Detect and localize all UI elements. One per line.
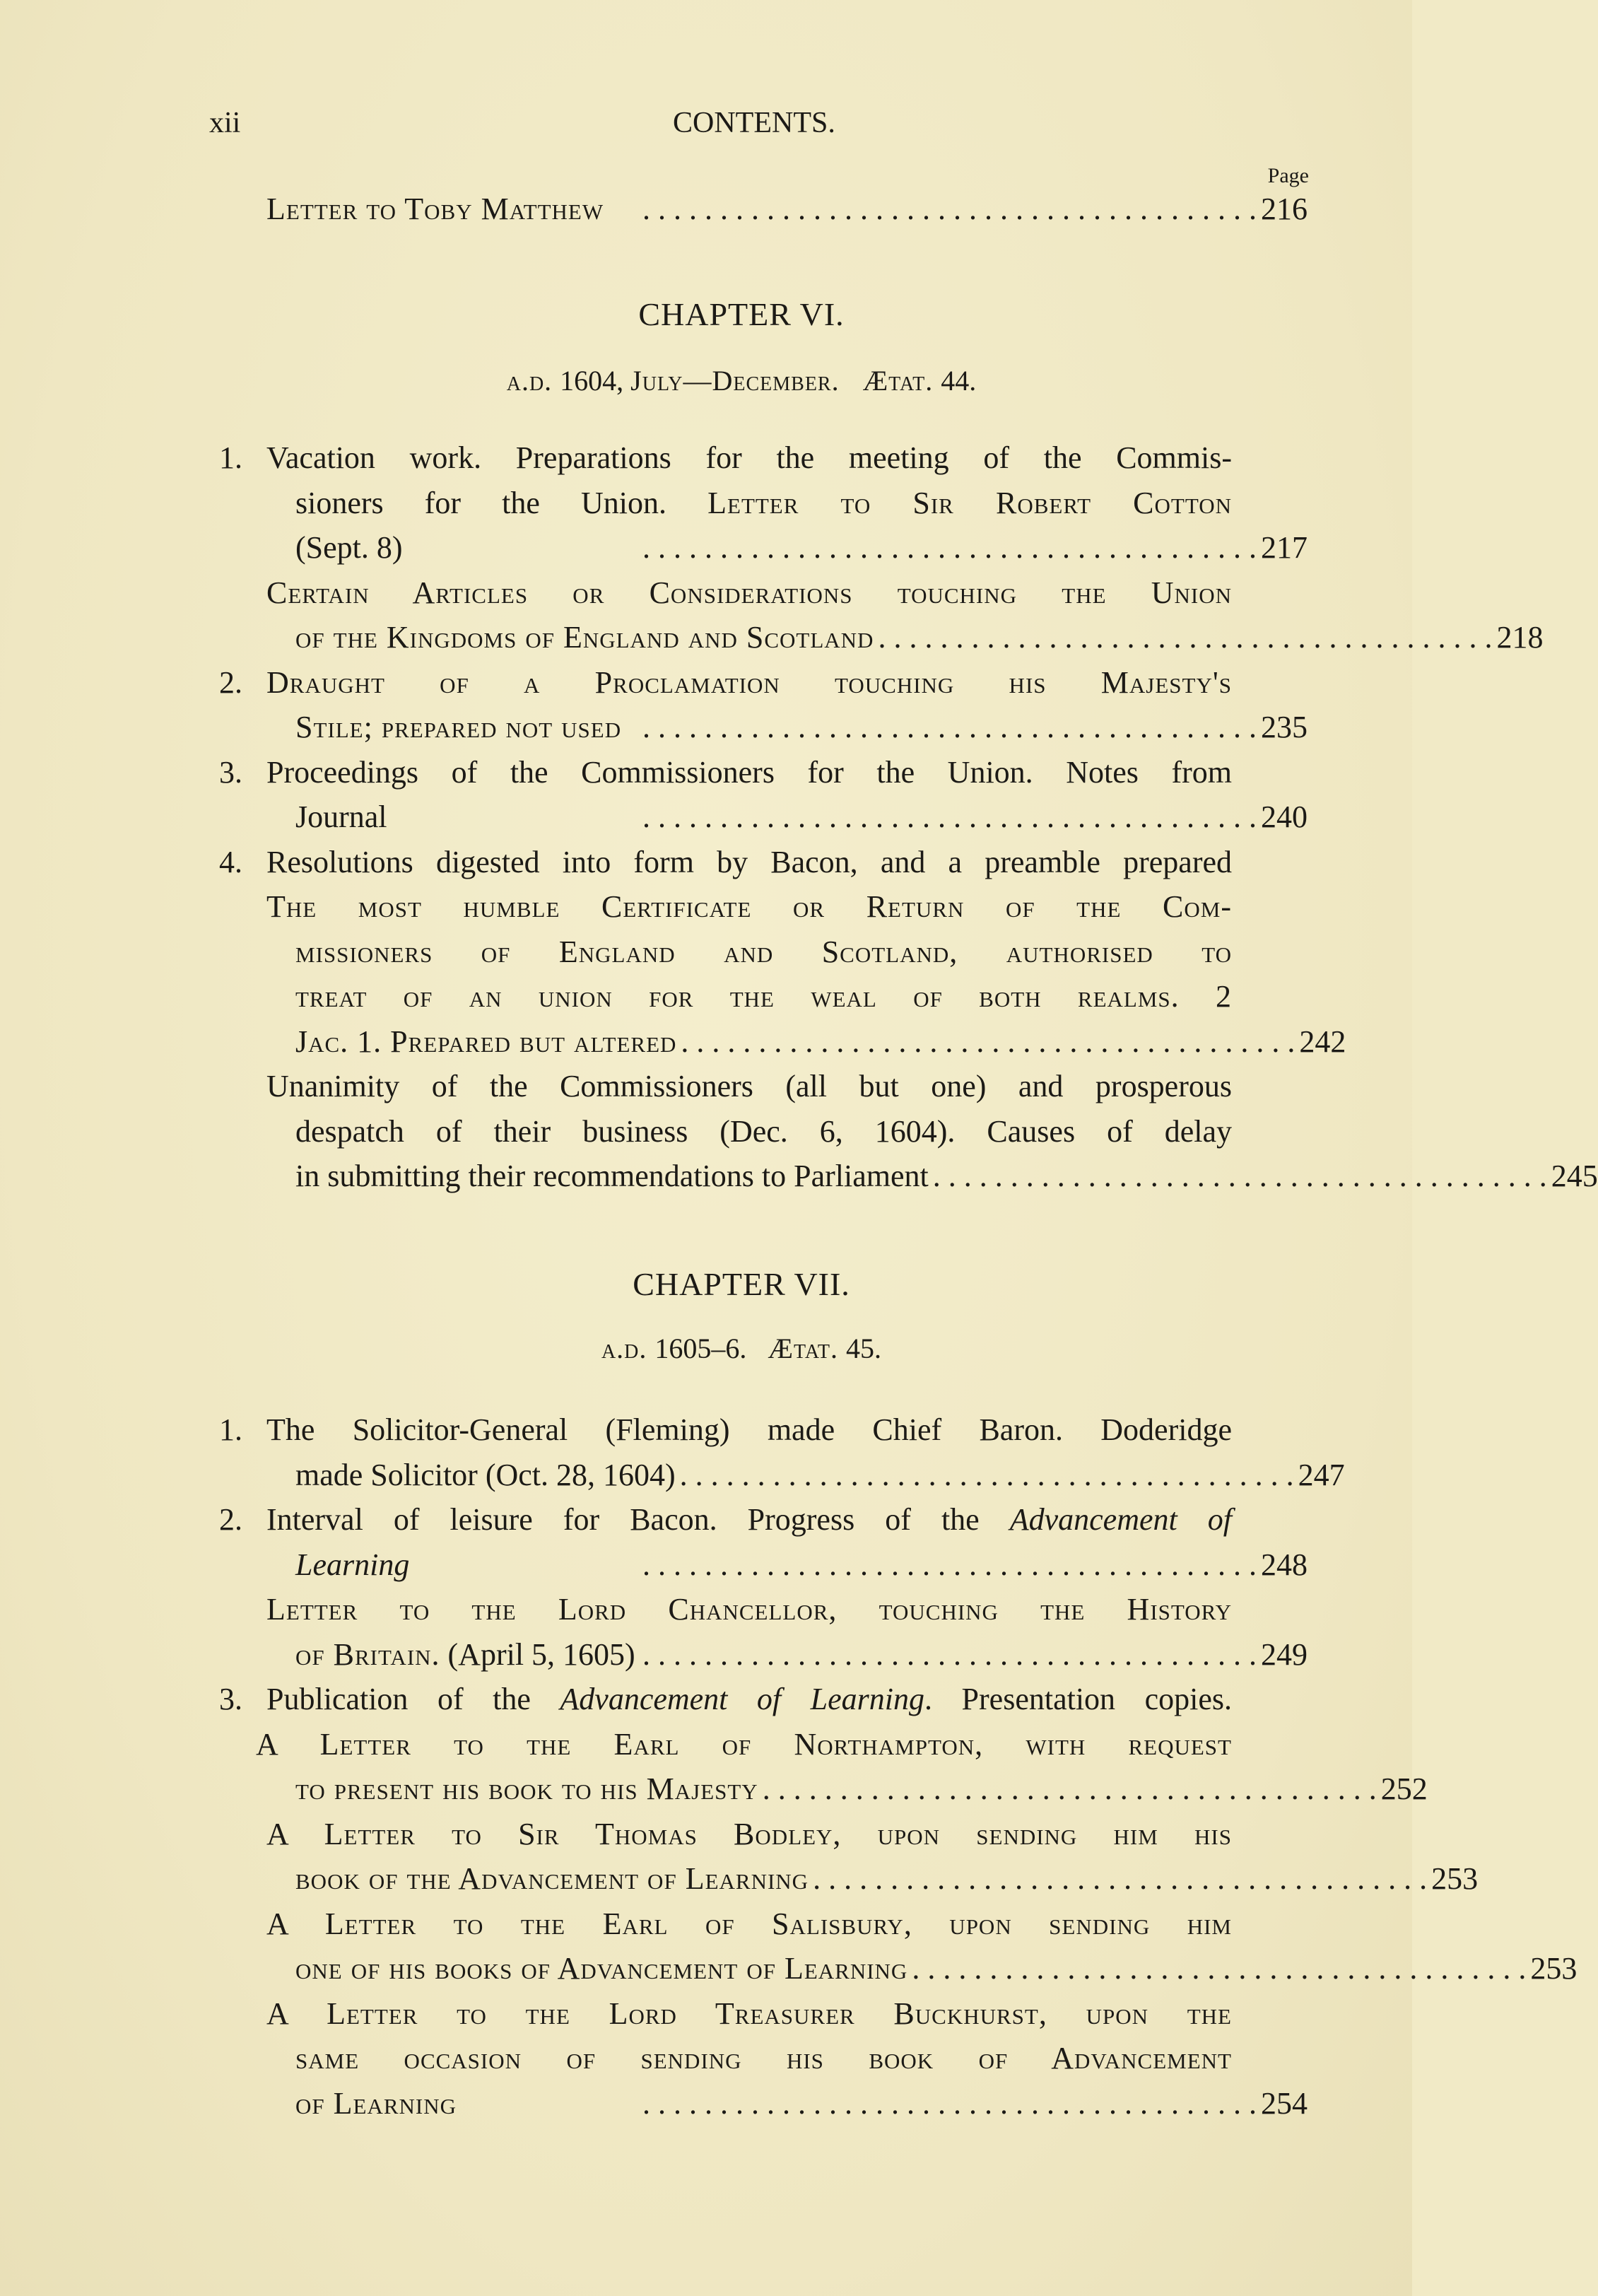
entry-number: 1. [219, 440, 242, 475]
toc-line [266, 570, 1232, 616]
entry-text-segment: a.d. [601, 1332, 655, 1364]
page-ref: 253 [1431, 1861, 1479, 1896]
entry-text [266, 570, 1232, 616]
entry-text-segment: missioners of England and Scotland, authorised to [295, 935, 1232, 969]
entry-text [266, 1677, 1232, 1722]
entry-text-segment: Advancement of Learning [560, 1682, 925, 1716]
entry-text [266, 1991, 1232, 2037]
entry-text-segment: 1604, [560, 365, 631, 397]
entry-text-segment: same occasion of sending his book of Advancement [295, 2041, 1232, 2075]
dot-leader: . . . . . . . . . . . . . . . . . . . . . . . . . . . . . . . . . . . . . . . . [762, 1771, 1377, 1806]
entry-text [266, 1812, 1232, 1857]
toc-line [295, 930, 1232, 975]
entry-text [266, 1497, 1232, 1542]
page-ref: 242 [1299, 1024, 1346, 1059]
dot-leader: . . . . . . . . . . . . . . . . . . . . . . . . . . . . . . . . . . . . . . . . [932, 1159, 1547, 1193]
toc-line [295, 705, 1308, 750]
entry-text-segment: 45. [846, 1332, 882, 1364]
page-ref: 235 [1261, 710, 1308, 744]
page-ref: 253 [1530, 1951, 1578, 1986]
entry-text-segment: made Solicitor (Oct. 28, 1604) [295, 1458, 676, 1492]
entry-text [256, 1722, 1232, 1767]
entry-text [295, 1453, 676, 1498]
entry-text-segment: of Learning [295, 2086, 457, 2121]
entry-text-segment: Resolutions digested into form by Bacon, and a preamble prepared [266, 845, 1232, 879]
entry-number: 3. [219, 755, 242, 790]
entry-text-segment: The most humble Certificate or Return of the Com- [266, 889, 1232, 924]
page-ref: 245 [1551, 1159, 1598, 1193]
page-ref: 216 [1261, 192, 1308, 226]
entry-text-segment: 1605–6. [654, 1332, 768, 1364]
entry-text-segment: sioners for the Union. [295, 486, 708, 520]
toc-line [295, 1453, 1345, 1498]
entry-text-segment: July—December. [630, 365, 840, 397]
entry-text [295, 2081, 457, 2126]
entry-text [266, 435, 1232, 481]
entry-text-segment: A Letter to the Earl of Salisbury, upon sending him [266, 1906, 1232, 1941]
toc-line [266, 187, 1308, 232]
entry-text [266, 1064, 1232, 1109]
entry-text [295, 1856, 809, 1902]
toc-line [295, 481, 1232, 526]
entry-text [295, 705, 621, 750]
dot-leader: . . . . . . . . . . . . . . . . . . . . . . . . . . . . . . . . . . . . . . . . [642, 710, 1257, 744]
toc-line [266, 1677, 1232, 1722]
entry-text [266, 1902, 1232, 1947]
entry-text [295, 795, 387, 840]
toc-line [295, 2081, 1308, 2126]
entry-text-segment: The Solicitor-General (Fleming) made Chief Baron. Doderidge [266, 1412, 1232, 1447]
toc-line [295, 1632, 1308, 1677]
dot-leader: . . . . . . . . . . . . . . . . . . . . . . . . . . . . . . . . . . . . . . . . [878, 620, 1493, 655]
toc-line [256, 1722, 1232, 1767]
entry-text [266, 660, 1232, 705]
page-ref: 249 [1261, 1637, 1308, 1672]
entry-text-segment: Ætat. [839, 365, 941, 397]
toc-line [295, 525, 1308, 570]
running-title: CONTENTS. [673, 107, 835, 139]
dot-leader: . . . . . . . . . . . . . . . . . . . . . . . . . . . . . . . . . . . . . . . . [642, 530, 1257, 565]
entry-text-segment: book of the Advancement of Learning [295, 1861, 809, 1896]
entry-text [295, 974, 1232, 1019]
entry-text-segment: a.d. [506, 365, 560, 397]
entry-text-segment: (Sept. 8) [295, 530, 403, 565]
entry-text [295, 525, 403, 570]
entry-number: 4. [219, 845, 242, 879]
toc-line [266, 1587, 1232, 1632]
dot-leader: . . . . . . . . . . . . . . . . . . . . . . . . . . . . . . . . . . . . . . . . [642, 2086, 1257, 2121]
entry-text-segment: Interval of leisure for Bacon. Progress of the [266, 1502, 1010, 1537]
entry-text [295, 2036, 1232, 2081]
page-column-label: Page [1267, 164, 1309, 187]
page-number: xii [209, 107, 241, 139]
entry-text-segment: Jac. 1. Prepared but altered [295, 1024, 677, 1059]
toc-line [266, 884, 1232, 930]
toc-line [295, 1019, 1346, 1065]
entry-text-segment: Journal [295, 800, 387, 834]
entry-number: 2. [219, 1502, 242, 1537]
entry-text-segment: 44. [941, 365, 977, 397]
toc-line [266, 435, 1232, 481]
entry-text [295, 1767, 758, 1812]
entry-text [266, 1407, 1232, 1453]
entry-text-segment: of the Kingdoms of England and Scotland [295, 620, 874, 655]
entry-text-segment: (April 5, 1605) [440, 1637, 635, 1672]
dot-leader: . . . . . . . . . . . . . . . . . . . . . . . . . . . . . . . . . . . . . . . . [642, 192, 1257, 226]
toc-line [266, 1812, 1232, 1857]
chapter-title: CHAPTER VII. [633, 1266, 850, 1302]
dot-leader: . . . . . . . . . . . . . . . . . . . . . . . . . . . . . . . . . . . . . . . . [813, 1861, 1428, 1896]
entry-text [295, 1542, 409, 1588]
entry-text-segment: in submitting their recommendations to Parliament [295, 1159, 929, 1193]
toc-line [295, 1542, 1308, 1588]
entry-text [295, 615, 874, 660]
entry-text-segment: Stile; prepared not used [295, 710, 622, 744]
toc-line [295, 1767, 1428, 1812]
toc-line [295, 2036, 1232, 2081]
entry-text [266, 840, 1232, 885]
entry-text-segment: A Letter to the Earl of Northampton, with request [256, 1727, 1232, 1762]
entry-text-segment: . Presentation copies. [924, 1682, 1232, 1716]
entry-text-segment: one of his books of Advancement of Learning [295, 1951, 908, 1986]
page-ref: 247 [1298, 1458, 1345, 1492]
entry-text-segment: Letter to the Lord Chancellor, touching the History [266, 1592, 1232, 1627]
entry-text-segment: Proceedings of the Commissioners for the Union. Notes from [266, 755, 1232, 790]
entry-text-segment: Draught of a Proclamation touching his Majesty's [266, 665, 1232, 700]
page-ref: 218 [1496, 620, 1544, 655]
entry-text [295, 481, 1232, 526]
page-ref: 248 [1261, 1547, 1308, 1582]
entry-text [295, 1946, 907, 1991]
entry-text [295, 1154, 929, 1199]
dot-leader: . . . . . . . . . . . . . . . . . . . . . . . . . . . . . . . . . . . . . . . . [642, 800, 1257, 834]
toc-line [266, 750, 1232, 795]
dot-leader: . . . . . . . . . . . . . . . . . . . . . . . . . . . . . . . . . . . . . . . . [642, 1547, 1257, 1582]
dot-leader: . . . . . . . . . . . . . . . . . . . . . . . . . . . . . . . . . . . . . . . . [679, 1458, 1294, 1492]
dot-leader: . . . . . . . . . . . . . . . . . . . . . . . . . . . . . . . . . . . . . . . . [642, 1637, 1257, 1672]
chapter-title: CHAPTER VI. [638, 296, 845, 332]
toc-line [266, 1497, 1232, 1542]
page-ref: 217 [1261, 530, 1308, 565]
entry-text [295, 1019, 676, 1065]
dot-leader: . . . . . . . . . . . . . . . . . . . . . . . . . . . . . . . . . . . . . . . . [681, 1024, 1296, 1059]
page-ref: 252 [1380, 1771, 1428, 1806]
entry-text-segment: Certain Articles or Considerations touching the Union [266, 575, 1232, 610]
entry-text-segment: Advancement of [1009, 1502, 1233, 1537]
entry-text-segment: Vacation work. Preparations for the meeting of the Commis- [266, 440, 1232, 475]
entry-text-segment: Letter to Sir Robert Cotton [707, 486, 1232, 520]
toc-line [266, 1991, 1232, 2037]
entry-text-segment: Letter to Toby Matthew [266, 192, 604, 226]
entry-text-segment: A Letter to the Lord Treasurer Buckhurst, upon the [266, 1996, 1232, 2031]
chapter-dates [0, 364, 1483, 397]
entry-text [266, 884, 1232, 930]
dot-leader: . . . . . . . . . . . . . . . . . . . . . . . . . . . . . . . . . . . . . . . . [912, 1951, 1527, 1986]
toc-line [266, 1064, 1232, 1109]
entry-text-segment: Unanimity of the Commissioners (all but one) and prosperous [266, 1069, 1232, 1103]
toc-line [295, 1154, 1598, 1199]
entry-text-segment: Ætat. [768, 1332, 847, 1364]
entry-text [266, 187, 604, 232]
entry-text-segment: to present his book to his Majesty [295, 1771, 758, 1806]
page-ref: 254 [1261, 2086, 1308, 2121]
entry-text [266, 1587, 1232, 1632]
entry-text-segment: Publication of the [266, 1682, 560, 1716]
entry-text-segment: of Britain. [295, 1637, 440, 1672]
chapter-dates [0, 1332, 1483, 1365]
toc-line [295, 974, 1232, 1019]
entry-text-segment: Learning [295, 1547, 410, 1582]
toc-line [266, 1407, 1232, 1453]
toc-line [266, 840, 1232, 885]
page-ref: 240 [1261, 800, 1308, 834]
entry-text-segment: A Letter to Sir Thomas Bodley, upon sending him his [266, 1817, 1232, 1851]
entry-text [295, 1632, 635, 1677]
toc-line [295, 1856, 1479, 1902]
toc-line [295, 1109, 1232, 1154]
entry-number: 1. [219, 1412, 242, 1447]
toc-line [266, 660, 1232, 705]
entry-text-segment: treat of an union for the weal of both realms. 2 [295, 979, 1232, 1014]
entry-text [266, 750, 1232, 795]
toc-line [295, 615, 1544, 660]
entry-text-segment: despatch of their business (Dec. 6, 1604). Causes of delay [295, 1114, 1232, 1149]
toc-line [295, 1946, 1578, 1991]
entry-text [295, 1109, 1232, 1154]
toc-line [295, 795, 1308, 840]
entry-number: 3. [219, 1682, 242, 1716]
toc-line [266, 1902, 1232, 1947]
entry-text [295, 930, 1232, 975]
entry-number: 2. [219, 665, 242, 700]
